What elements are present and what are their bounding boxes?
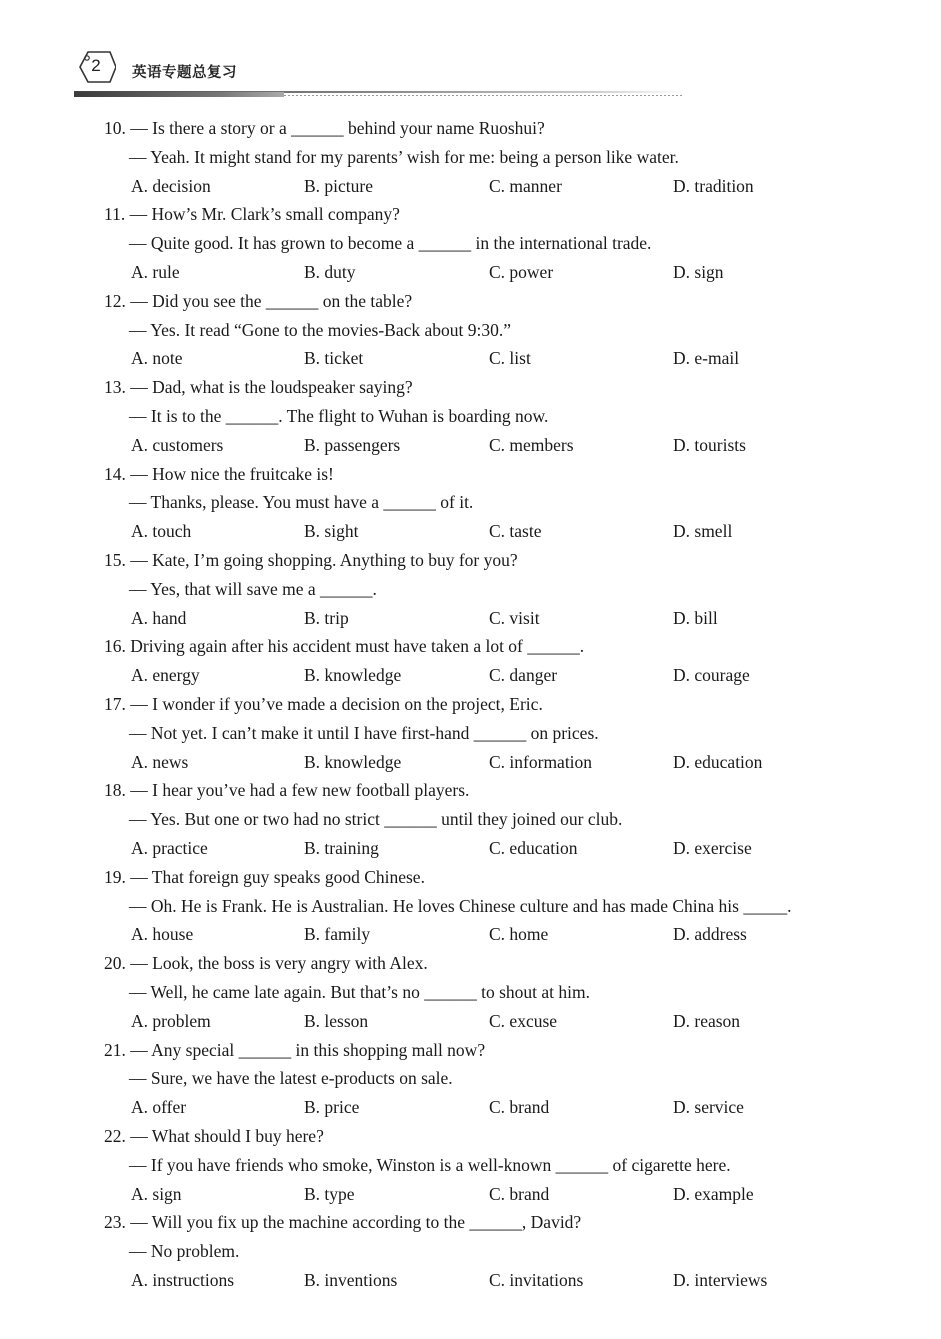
header-rule-dots	[284, 95, 684, 96]
answer-option: D. e-mail	[673, 348, 740, 369]
book-title: 英语专题总复习	[132, 65, 237, 81]
answer-option: C. danger	[489, 665, 558, 686]
question-stem: 18. — I hear you’ve had a few new football players.	[104, 780, 470, 801]
question-stem: 21. — Any special ______ in this shopping mall now?	[104, 1039, 486, 1060]
answer-option: C. taste	[489, 521, 542, 542]
answer-option: B. lesson	[304, 1010, 369, 1031]
question-response: — If you have friends who smoke, Winston is a well-known ______ of cigarette here.	[129, 1154, 731, 1175]
answer-option: B. training	[304, 838, 379, 858]
answer-option: C. list	[489, 348, 531, 369]
answer-option: C. power	[489, 262, 554, 282]
question-response: — It is to the ______. The flight to Wuhan is boarding now.	[129, 406, 549, 426]
question-stem: 12. — Did you see the ______ on the table?	[104, 290, 413, 311]
answer-option: B. family	[304, 924, 371, 945]
answer-option: B. inventions	[304, 1270, 398, 1290]
answer-option: A. news	[131, 751, 189, 772]
question-stem: 22. — What should I buy here?	[104, 1126, 324, 1146]
answer-option: C. brand	[489, 1097, 550, 1118]
answer-option: B. passengers	[304, 434, 401, 455]
answer-option: D. exercise	[673, 838, 752, 858]
question-stem: 20. — Look, the boss is very angry with Alex.	[104, 953, 428, 974]
question-stem: 11. — How’s Mr. Clark’s small company?	[104, 204, 400, 225]
question-response: — Quite good. It has grown to become a ______ in the international trade.	[129, 233, 652, 254]
question-response: — Sure, we have the latest e-products on sale.	[129, 1068, 453, 1089]
question-stem: 19. — That foreign guy speaks good Chinese.	[104, 866, 425, 887]
question-response: — Yeah. It might stand for my parents’ wish for me: being a person like water.	[129, 146, 679, 167]
answer-option: C. members	[489, 434, 574, 455]
answer-option: B. picture	[304, 175, 374, 196]
answer-option: D. interviews	[673, 1270, 768, 1290]
answer-option: C. brand	[489, 1183, 550, 1204]
answer-option: C. information	[489, 751, 593, 772]
question-response: — Not yet. I can’t make it until I have first-hand ______ on prices.	[129, 722, 599, 743]
answer-option: B. knowledge	[304, 665, 402, 686]
question-response: — Yes, that will save me a ______.	[129, 578, 377, 599]
answer-option: B. duty	[304, 262, 356, 282]
question-response: — Thanks, please. You must have a ______ of it.	[129, 492, 474, 513]
answer-option: A. hand	[131, 607, 187, 628]
page-number: 2	[91, 56, 101, 75]
page-header	[0, 0, 941, 110]
answer-option: B. knowledge	[304, 751, 402, 772]
question-response: — Yes. It read “Gone to the movies-Back about 9:30.”	[129, 319, 512, 340]
answer-option: A. rule	[131, 262, 180, 282]
answer-option: B. ticket	[304, 348, 364, 369]
question-stem: 14. — How nice the fruitcake is!	[104, 463, 334, 484]
answer-option: A. instructions	[131, 1270, 235, 1290]
answer-option: C. home	[489, 924, 549, 945]
answer-option: D. reason	[673, 1010, 741, 1031]
answer-option: C. education	[489, 838, 578, 858]
question-response: — Oh. He is Frank. He is Australian. He loves Chinese culture and has made China his _____.	[129, 895, 792, 916]
answer-option: D. service	[673, 1097, 744, 1118]
question-stem: 13. — Dad, what is the loudspeaker saying?	[104, 377, 413, 398]
answer-option: D. courage	[673, 665, 750, 686]
answer-option: A. note	[131, 348, 183, 369]
answer-option: A. customers	[131, 434, 224, 455]
answer-option: B. type	[304, 1183, 355, 1204]
answer-option: D. smell	[673, 521, 733, 542]
question-response: — No problem.	[129, 1241, 240, 1262]
question-stem: 16. Driving again after his accident must have taken a lot of ______.	[104, 636, 585, 657]
answer-option: D. sign	[673, 262, 724, 282]
answer-option: D. example	[673, 1183, 754, 1204]
answer-option: B. sight	[304, 521, 359, 542]
answer-option: C. manner	[489, 175, 562, 196]
question-stem: 23. — Will you fix up the machine according to the ______, David?	[104, 1212, 582, 1233]
answer-option: A. decision	[131, 175, 211, 196]
answer-option: D. address	[673, 924, 747, 945]
question-stem: 10. — Is there a story or a ______ behind your name Ruoshui?	[104, 118, 545, 138]
answer-option: A. problem	[131, 1010, 211, 1031]
answer-option: C. invitations	[489, 1270, 584, 1290]
answer-option: B. trip	[304, 607, 349, 628]
answer-option: B. price	[304, 1097, 360, 1118]
answer-option: D. bill	[673, 607, 718, 628]
question-stem: 15. — Kate, I’m going shopping. Anything to buy for you?	[104, 550, 518, 570]
answer-option: A. house	[131, 924, 194, 945]
answer-option: A. practice	[131, 838, 208, 858]
answer-option: D. tradition	[673, 175, 754, 196]
header-rule-accent	[74, 92, 284, 97]
question-stem: 17. — I wonder if you’ve made a decision on the project, Eric.	[104, 694, 543, 714]
answer-option: C. excuse	[489, 1010, 558, 1031]
question-response: — Yes. But one or two had no strict ______ until they joined our club.	[129, 809, 623, 830]
answer-option: A. sign	[131, 1183, 182, 1204]
answer-option: A. touch	[131, 521, 192, 542]
answer-option: A. offer	[131, 1097, 187, 1118]
answer-option: D. education	[673, 751, 763, 772]
answer-option: C. visit	[489, 607, 540, 628]
answer-option: D. tourists	[673, 434, 746, 455]
question-response: — Well, he came late again. But that’s no ______ to shout at him.	[129, 982, 590, 1002]
answer-option: A. energy	[131, 665, 200, 686]
